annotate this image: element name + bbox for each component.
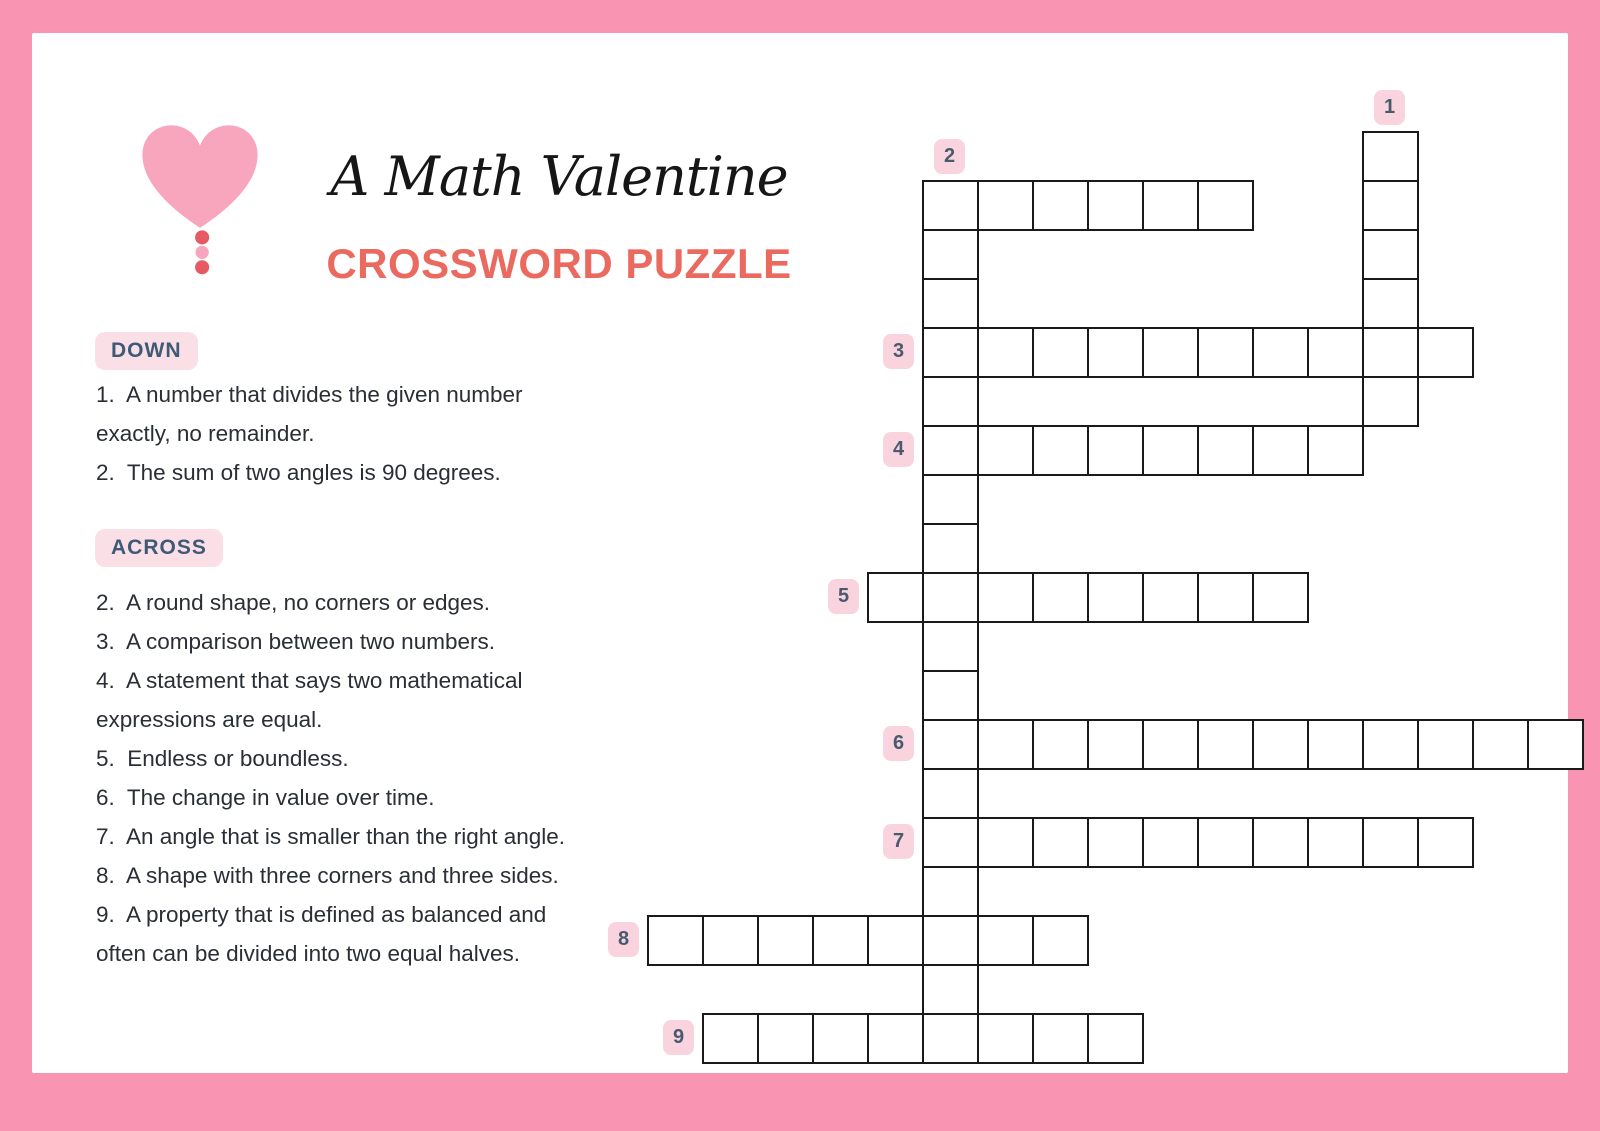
page-title: A Math Valentine (330, 145, 788, 208)
grid-number-badge-5: 5 (828, 579, 859, 614)
grid-cell-across-4-2[interactable] (977, 425, 1034, 476)
grid-cell-across-9-2[interactable] (757, 1013, 814, 1064)
grid-cell-across-7-4[interactable] (1087, 817, 1144, 868)
grid-cell-across-7-9[interactable] (1362, 817, 1419, 868)
across-clues-list (96, 583, 656, 973)
grid-cell-down-1[interactable] (1362, 327, 1419, 378)
grid-cell-down-1[interactable] (1362, 180, 1419, 231)
clue-line: 1. A number that divides the given number (96, 382, 523, 407)
grid-number-badge-6: 6 (883, 726, 914, 761)
grid-cell-across-2-3[interactable] (1032, 180, 1089, 231)
grid-cell-across-6-6[interactable] (1197, 719, 1254, 770)
grid-cell-down-2[interactable] (922, 180, 979, 231)
grid-cell-across-9-8[interactable] (1087, 1013, 1144, 1064)
grid-cell-across-6-4[interactable] (1087, 719, 1144, 770)
clue (96, 583, 656, 622)
grid-cell-across-3-8[interactable] (1307, 327, 1364, 378)
clue-line: 6. The change in value over time. (96, 785, 435, 810)
clue-line: 9. A property that is defined as balanced and (96, 902, 547, 927)
grid-cell-across-6-10[interactable] (1417, 719, 1474, 770)
grid-cell-down-1[interactable] (1362, 278, 1419, 329)
grid-cell-down-1[interactable] (1362, 376, 1419, 427)
grid-cell-across-5-1[interactable] (867, 572, 924, 623)
grid-cell-across-9-7[interactable] (1032, 1013, 1089, 1064)
clue (96, 739, 656, 778)
grid-cell-across-3-2[interactable] (977, 327, 1034, 378)
grid-cell-across-3-7[interactable] (1252, 327, 1309, 378)
grid-cell-across-4-5[interactable] (1142, 425, 1199, 476)
grid-cell-across-6-9[interactable] (1362, 719, 1419, 770)
grid-cell-down-2[interactable] (922, 474, 979, 525)
dot-middle-icon (196, 246, 209, 259)
grid-cell-across-3-5[interactable] (1142, 327, 1199, 378)
grid-cell-across-4-6[interactable] (1197, 425, 1254, 476)
clue (96, 778, 656, 817)
grid-cell-across-9-3[interactable] (812, 1013, 869, 1064)
grid-cell-down-2[interactable] (922, 866, 979, 917)
heart-icon (136, 119, 264, 279)
grid-cell-down-2[interactable] (922, 768, 979, 819)
grid-cell-across-8-8[interactable] (1032, 915, 1089, 966)
grid-cell-across-3-6[interactable] (1197, 327, 1254, 378)
grid-cell-across-2-4[interactable] (1087, 180, 1144, 231)
grid-number-badge-9: 9 (663, 1020, 694, 1055)
clue-line: 2. The sum of two angles is 90 degrees. (96, 460, 501, 485)
grid-cell-across-8-5[interactable] (867, 915, 924, 966)
worksheet-page (32, 33, 1568, 1073)
grid-cell-down-2[interactable] (922, 670, 979, 721)
clue (96, 817, 656, 856)
grid-cell-across-4-8[interactable] (1307, 425, 1364, 476)
dot-bottom-icon (195, 260, 209, 274)
grid-cell-across-3-10[interactable] (1417, 327, 1474, 378)
grid-cell-across-5-3[interactable] (977, 572, 1034, 623)
grid-number-badge-7: 7 (883, 824, 914, 859)
grid-cell-across-7-7[interactable] (1252, 817, 1309, 868)
grid-cell-across-6-5[interactable] (1142, 719, 1199, 770)
grid-number-badge-3: 3 (883, 334, 914, 369)
clue-line: often can be divided into two equal halves. (96, 941, 521, 966)
grid-cell-across-8-1[interactable] (647, 915, 704, 966)
grid-cell-down-2[interactable] (922, 1013, 979, 1064)
grid-cell-across-5-5[interactable] (1087, 572, 1144, 623)
grid-cell-across-8-7[interactable] (977, 915, 1034, 966)
grid-cell-down-2[interactable] (922, 572, 979, 623)
grid-cell-across-8-2[interactable] (702, 915, 759, 966)
grid-cell-down-2[interactable] (922, 327, 979, 378)
grid-cell-across-2-5[interactable] (1142, 180, 1199, 231)
grid-cell-across-6-8[interactable] (1307, 719, 1364, 770)
grid-cell-down-2[interactable] (922, 523, 979, 574)
clue-line: 5. Endless or boundless. (96, 746, 349, 771)
grid-cell-across-7-8[interactable] (1307, 817, 1364, 868)
grid-cell-across-6-7[interactable] (1252, 719, 1309, 770)
grid-cell-down-2[interactable] (922, 817, 979, 868)
grid-cell-across-7-3[interactable] (1032, 817, 1089, 868)
clue (96, 661, 656, 739)
grid-cell-across-6-11[interactable] (1472, 719, 1529, 770)
grid-cell-down-1[interactable] (1362, 229, 1419, 280)
clue-line: exactly, no remainder. (96, 421, 315, 446)
page-subtitle: CROSSWORD PUZZLE (326, 240, 792, 287)
grid-cell-across-9-1[interactable] (702, 1013, 759, 1064)
grid-number-badge-2: 2 (934, 139, 965, 174)
grid-cell-across-6-12[interactable] (1527, 719, 1584, 770)
clue-line: 7. An angle that is smaller than the right angle. (96, 824, 566, 849)
grid-cell-down-2[interactable] (922, 915, 979, 966)
clue (96, 895, 656, 973)
grid-cell-across-4-4[interactable] (1087, 425, 1144, 476)
grid-cell-across-5-4[interactable] (1032, 572, 1089, 623)
grid-cell-across-7-2[interactable] (977, 817, 1034, 868)
grid-number-badge-8: 8 (608, 922, 639, 957)
grid-cell-across-2-2[interactable] (977, 180, 1034, 231)
dot-top-icon (195, 230, 209, 244)
clue-line: 2. A round shape, no corners or edges. (96, 590, 491, 615)
grid-cell-across-9-4[interactable] (867, 1013, 924, 1064)
clue (96, 856, 656, 895)
grid-cell-across-4-3[interactable] (1032, 425, 1089, 476)
grid-cell-across-5-6[interactable] (1142, 572, 1199, 623)
grid-cell-across-8-3[interactable] (757, 915, 814, 966)
grid-cell-across-2-6[interactable] (1197, 180, 1254, 231)
grid-cell-down-2[interactable] (922, 621, 979, 672)
clue-line: 4. A statement that says two mathematical (96, 668, 523, 693)
grid-cell-across-5-7[interactable] (1197, 572, 1254, 623)
grid-cell-across-7-6[interactable] (1197, 817, 1254, 868)
grid-cell-across-7-5[interactable] (1142, 817, 1199, 868)
clue-line: expressions are equal. (96, 707, 323, 732)
grid-cell-across-3-3[interactable] (1032, 327, 1089, 378)
grid-cell-down-1[interactable] (1362, 131, 1419, 182)
grid-number-badge-1: 1 (1374, 90, 1405, 125)
grid-cell-across-4-7[interactable] (1252, 425, 1309, 476)
across-section-label: ACROSS (95, 529, 223, 567)
grid-number-badge-4: 4 (883, 432, 914, 467)
down-section-label: DOWN (95, 332, 198, 370)
grid-cell-down-2[interactable] (922, 278, 979, 329)
grid-cell-across-6-3[interactable] (1032, 719, 1089, 770)
grid-cell-across-5-8[interactable] (1252, 572, 1309, 623)
clue (96, 622, 656, 661)
clue-line: 3. A comparison between two numbers. (96, 629, 495, 654)
clue (96, 375, 656, 453)
down-clues-list (96, 375, 656, 492)
grid-cell-down-2[interactable] (922, 229, 979, 280)
grid-cell-across-3-4[interactable] (1087, 327, 1144, 378)
grid-cell-down-2[interactable] (922, 376, 979, 427)
grid-cell-down-2[interactable] (922, 964, 979, 1015)
grid-cell-across-6-2[interactable] (977, 719, 1034, 770)
grid-cell-down-2[interactable] (922, 719, 979, 770)
clue-line: 8. A shape with three corners and three sides. (96, 863, 559, 888)
grid-cell-down-2[interactable] (922, 425, 979, 476)
clue (96, 453, 656, 492)
grid-cell-across-7-10[interactable] (1417, 817, 1474, 868)
grid-cell-across-8-4[interactable] (812, 915, 869, 966)
grid-cell-across-9-6[interactable] (977, 1013, 1034, 1064)
